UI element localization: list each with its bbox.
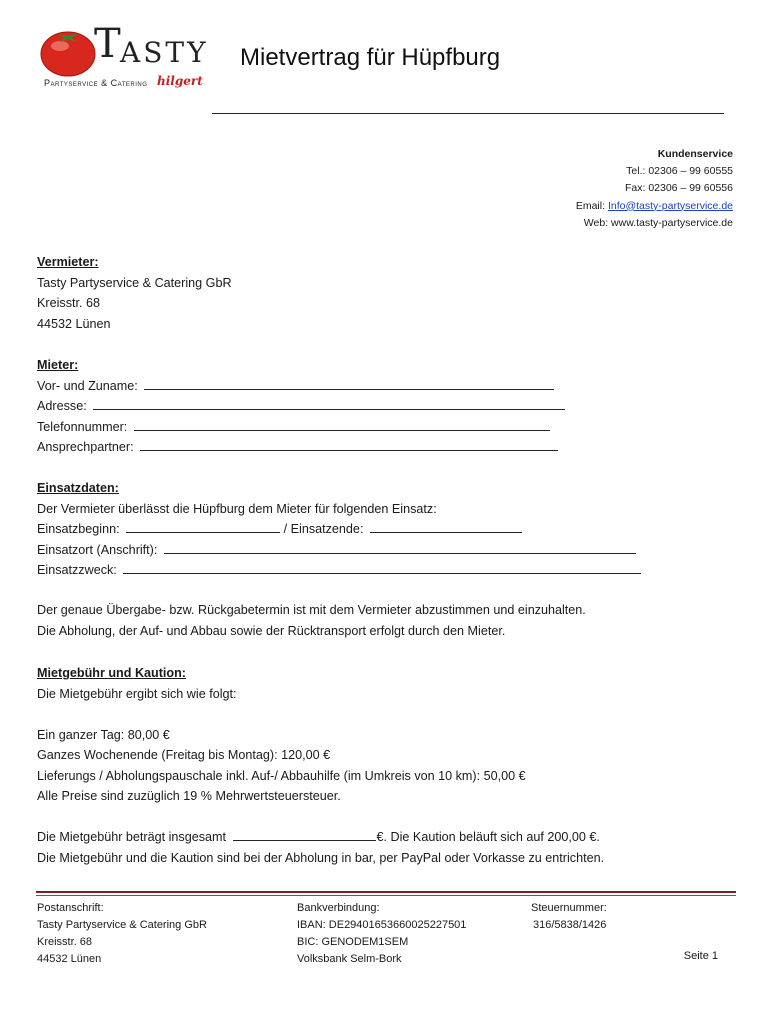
total-prefix: Die Mietgebühr beträgt insgesamt [37, 830, 227, 844]
einsatz-begin-label: Einsatzbeginn: [37, 522, 120, 536]
name-field-row [37, 376, 565, 397]
price-line: Lieferungs / Abholungspauschale inkl. Auf-/ Abbauhilfe (im Umkreis von 10 km): 50,00 € [37, 768, 526, 783]
title-divider [212, 113, 724, 114]
handover-section [37, 600, 586, 641]
mieter-section [37, 355, 565, 458]
handover-line: Die Abholung, der Auf- und Abbau sowie der Rücktransport erfolgt durch den Mieter. [37, 623, 506, 638]
footer-tax [531, 900, 607, 934]
einsatz-purpose-label: Einsatzzweck: [37, 563, 117, 577]
phone-field-label: Telefonnummer: [37, 419, 128, 434]
fee-section [37, 663, 604, 868]
phone-field-line[interactable] [134, 418, 550, 431]
contact-email-row [576, 198, 733, 215]
footer-postal-line: 44532 Lünen [37, 953, 102, 965]
einsatz-heading: Einsatzdaten: [37, 481, 119, 495]
price-line: Ganzes Wochenende (Freitag bis Montag): 120,00 € [37, 748, 331, 762]
footer-bank-line: Bankverbindung: [297, 902, 380, 914]
address-field-label: Adresse: [37, 399, 87, 413]
vermieter-line: Tasty Partyservice & Catering GbR [37, 275, 232, 290]
einsatz-dates-row [37, 519, 641, 540]
brand-initial: T [94, 21, 121, 67]
vermieter-line: Kreisstr. 68 [37, 296, 100, 310]
total-amount-line[interactable] [233, 828, 376, 841]
einsatz-section [37, 478, 641, 581]
einsatz-location-row [37, 540, 641, 561]
footer-postal-line: Kreisstr. 68 [37, 936, 93, 948]
brand-name: ASTY [120, 36, 209, 69]
contact-fax: Fax: 02306 – 99 60556 [624, 182, 733, 195]
mieter-heading: Mieter: [37, 358, 79, 372]
vermieter-heading: Vermieter: [37, 255, 99, 269]
address-field-row [37, 396, 565, 417]
handover-line: Der genaue Übergabe- bzw. Rückgabetermin ist mit dem Vermieter abzustimmen und einzuhalten. [37, 603, 586, 617]
footer-postal [37, 900, 207, 968]
einsatz-intro: Der Vermieter überlässt die Hüpfburg dem Mieter für folgenden Einsatz: [37, 501, 437, 516]
price-line: Ein ganzer Tag: 80,00 € [37, 727, 170, 742]
footer-divider-thin [36, 895, 736, 896]
contact-block [576, 146, 733, 232]
phone-field-row [37, 417, 565, 438]
footer-tax-line: 316/5838/1426 [533, 919, 607, 931]
payment-line: Die Mietgebühr und die Kaution sind bei der Abholung in bar, per PayPal oder Vorkasse zu entrichten. [37, 850, 605, 865]
contact-email-link[interactable]: Info@tasty-partyservice.de [607, 199, 733, 212]
contact-person-field-label: Ansprechpartner: [37, 440, 134, 454]
contact-person-field-line[interactable] [140, 438, 558, 451]
contact-heading: Kundenservice [657, 148, 733, 160]
footer-postal-line: Tasty Partyservice & Catering GbR [37, 919, 207, 931]
spacer [37, 807, 604, 828]
page-number: Seite 1 [683, 950, 718, 962]
footer-divider [36, 891, 736, 893]
footer-bank [297, 900, 466, 968]
einsatz-purpose-row [37, 560, 641, 581]
total-suffix: €. Die Kaution beläuft sich auf 200,00 €. [376, 830, 600, 844]
contact-tel: Tel.: 02306 – 99 60555 [626, 165, 733, 178]
footer-bank-line: Volksbank Selm-Bork [297, 953, 402, 965]
contact-web: Web: www.tasty-partyservice.de [583, 216, 733, 229]
footer-bank-line: BIC: GENODEM1SEM [297, 936, 409, 948]
contact-email-label: Email: [575, 199, 606, 212]
price-line: Alle Preise sind zuzüglich 19 % Mehrwertsteuersteuer. [37, 789, 341, 803]
address-field-line[interactable] [93, 397, 565, 410]
einsatz-purpose-line[interactable] [123, 561, 641, 574]
einsatz-begin-line[interactable] [126, 520, 280, 533]
brand-subtitle: Partyservice & Catering [44, 78, 148, 88]
brand-script: hilgert [157, 74, 203, 88]
vermieter-section [37, 252, 232, 334]
einsatz-location-line[interactable] [164, 541, 636, 554]
einsatz-end-line[interactable] [370, 520, 522, 533]
footer-postal-line: Postanschrift: [37, 902, 104, 914]
footer-tax-line: Steuernummer: [531, 902, 607, 914]
einsatz-end-label: / Einsatzende: [283, 522, 364, 536]
total-row [37, 827, 604, 848]
einsatz-location-label: Einsatzort (Anschrift): [37, 542, 158, 557]
page-title: Mietvertrag für Hüpfburg [240, 44, 501, 71]
name-field-line[interactable] [144, 377, 554, 390]
spacer [37, 704, 604, 725]
contact-person-field-row [37, 437, 565, 458]
company-logo [36, 22, 211, 100]
fee-heading: Mietgebühr und Kaution: [37, 666, 187, 680]
footer-bank-line: IBAN: DE29401653660025227501 [297, 919, 467, 931]
vermieter-line: 44532 Lünen [37, 316, 111, 331]
fee-intro: Die Mietgebühr ergibt sich wie folgt: [37, 686, 237, 701]
name-field-label: Vor- und Zuname: [37, 378, 138, 393]
